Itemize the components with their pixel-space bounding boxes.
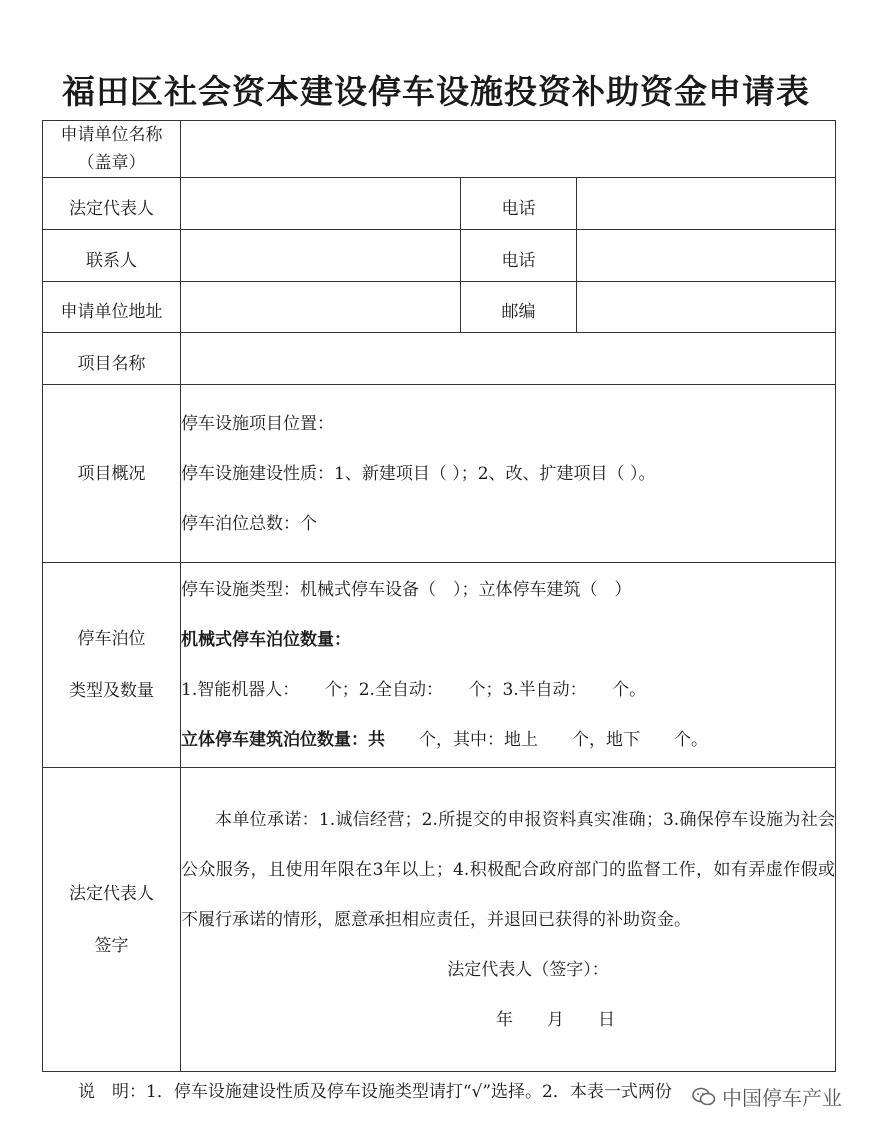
parking-type-label xyxy=(43,563,181,768)
contact-phone-field[interactable] xyxy=(577,230,836,282)
building-count-line xyxy=(181,715,835,765)
legal-rep-label: 法定代表人 xyxy=(43,178,181,230)
overview-content xyxy=(181,385,836,563)
form-note: 说 明：1．停车设施建设性质及停车设施类型请打“√”选择。2．本表一式两份 xyxy=(78,1082,672,1102)
contact-phone-label: 电话 xyxy=(461,230,577,282)
legal-rep-field[interactable] xyxy=(181,178,461,230)
row-parking-type xyxy=(43,563,836,768)
row-project-name xyxy=(43,333,836,385)
building-count-detail: 个，其中：地上 个，地下 个。 xyxy=(385,730,708,750)
applicant-field[interactable] xyxy=(181,121,836,178)
row-signature xyxy=(43,768,836,1072)
overview-label: 项目概况 xyxy=(43,385,181,563)
overview-total-line: 停车泊位总数：个 xyxy=(181,513,317,534)
project-name-field[interactable] xyxy=(181,333,836,385)
row-overview xyxy=(43,385,836,563)
mechanical-count-heading: 机械式停车泊位数量： xyxy=(181,630,351,650)
date-line[interactable]: 年 月 日 xyxy=(496,1009,616,1030)
parking-type-label-line1: 停车泊位 xyxy=(77,629,146,649)
row-contact xyxy=(43,230,836,282)
applicant-label xyxy=(43,121,181,178)
contact-field[interactable] xyxy=(181,230,461,282)
applicant-label-line1: 申请单位名称 xyxy=(60,125,163,145)
row-address xyxy=(43,282,836,333)
postcode-field[interactable] xyxy=(577,282,836,333)
legal-rep-phone-field[interactable] xyxy=(577,178,836,230)
signature-label-line2: 签字 xyxy=(94,935,129,956)
address-field[interactable] xyxy=(181,282,461,333)
legal-rep-phone-label: 电话 xyxy=(461,178,577,230)
signature-content xyxy=(181,768,836,1072)
facility-type-line: 停车设施类型：机械式停车设备（ ）；立体停车建筑（ ） xyxy=(181,580,632,600)
postcode-label: 邮编 xyxy=(461,282,577,333)
signature-label xyxy=(43,768,181,1072)
wechat-icon xyxy=(692,1087,716,1107)
pledge-text: 本单位承诺：1.诚信经营；2.所提交的申报资料真实准确；3.确保停车设施为社会公众服务，且使用年限在3年以上；4.积极配合政府部门的监督工作，如有弄虚作假或不履行承诺的情形，愿意承担相应责任，并退回已获得的补助资金。 xyxy=(181,809,836,930)
overview-location-line: 停车设施项目位置： xyxy=(181,413,334,434)
mechanical-count-line: 1.智能机器人： 个；2.全自动： 个；3.半自动： 个。 xyxy=(181,680,647,700)
overview-nature-line: 停车设施建设性质：1、新建项目（ ）；2、改、扩建项目（ ）。 xyxy=(181,463,656,484)
application-form-table xyxy=(42,120,836,1072)
project-name-label: 项目名称 xyxy=(43,333,181,385)
watermark xyxy=(688,1080,846,1113)
building-count-heading: 立体停车建筑泊位数量：共 xyxy=(181,730,385,750)
form-title: 福田区社会资本建设停车设施投资补助资金申请表 xyxy=(62,72,810,111)
address-label: 申请单位地址 xyxy=(43,282,181,333)
watermark-text: 中国停车产业 xyxy=(722,1086,842,1110)
contact-label: 联系人 xyxy=(43,230,181,282)
parking-type-content xyxy=(181,563,836,768)
row-applicant xyxy=(43,121,836,178)
signature-label-line1: 法定代表人 xyxy=(69,883,154,904)
parking-type-label-line2: 类型及数量 xyxy=(69,681,154,701)
signature-line[interactable]: 法定代表人（签字）： xyxy=(447,959,609,980)
applicant-label-line2: （盖章） xyxy=(77,153,146,173)
row-legal-rep xyxy=(43,178,836,230)
